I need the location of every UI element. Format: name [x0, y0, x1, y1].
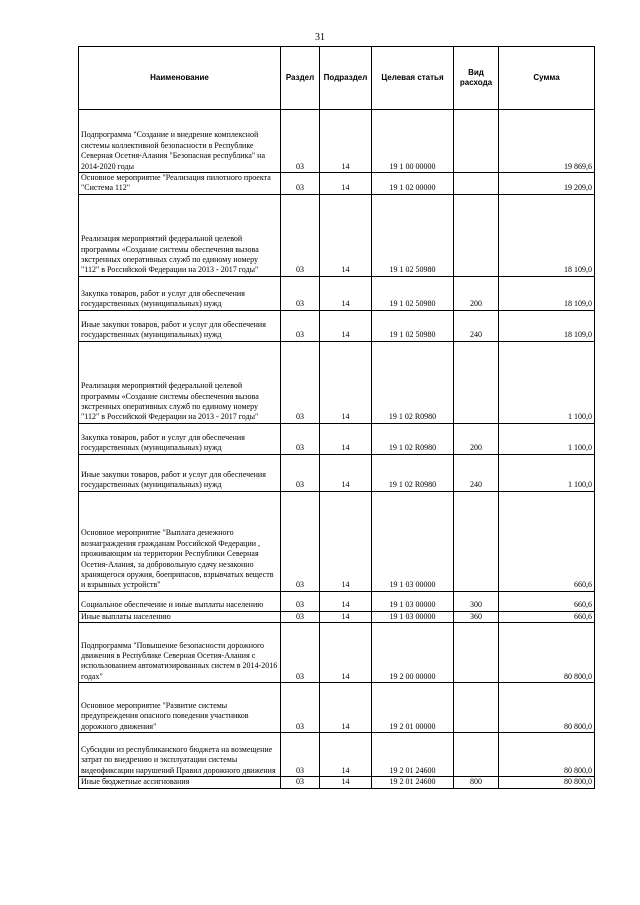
row-kind: 200 — [454, 423, 499, 454]
row-kind — [454, 491, 499, 591]
row-name: Реализация мероприятий федеральной целевой программы «Создание системы обеспечения вызова экстренных оперативных служб по единому номеру "112" в Российской Федерации на 2013 - 2017 годы" — [79, 194, 281, 276]
row-subsection: 14 — [320, 110, 372, 173]
row-subsection: 14 — [320, 310, 372, 341]
table-header-row — [79, 47, 595, 110]
table-row — [79, 423, 595, 454]
table-row — [79, 733, 595, 777]
row-sum: 80 800,0 — [499, 683, 595, 733]
row-subsection: 14 — [320, 591, 372, 611]
row-sum: 1 100,0 — [499, 423, 595, 454]
row-target: 19 1 03 00000 — [372, 491, 454, 591]
row-section: 03 — [281, 683, 320, 733]
header-target: Целевая статья — [372, 47, 454, 110]
table-row — [79, 611, 595, 622]
row-section: 03 — [281, 194, 320, 276]
row-target: 19 1 02 50980 — [372, 276, 454, 310]
row-target: 19 1 02 R0980 — [372, 454, 454, 491]
row-name: Закупка товаров, работ и услуг для обеспечения государственных (муниципальных) нужд — [79, 423, 281, 454]
row-target: 19 2 01 24600 — [372, 733, 454, 777]
row-kind — [454, 733, 499, 777]
row-subsection: 14 — [320, 194, 372, 276]
row-name: Подпрограмма "Создание и внедрение комплексной системы коллективной безопасности в Республике Северная Осетия-Алания "Безопасная республика" на 2014-2020 годы — [79, 110, 281, 173]
row-name: Иные закупки товаров, работ и услуг для обеспечения государственных (муниципальных) нужд — [79, 310, 281, 341]
row-kind: 240 — [454, 454, 499, 491]
row-section: 03 — [281, 491, 320, 591]
row-sum: 1 100,0 — [499, 341, 595, 423]
row-section: 03 — [281, 173, 320, 195]
table-row — [79, 194, 595, 276]
row-section: 03 — [281, 110, 320, 173]
row-kind — [454, 623, 499, 683]
row-section: 03 — [281, 423, 320, 454]
row-kind: 300 — [454, 591, 499, 611]
row-name: Иные выплаты населению — [79, 611, 281, 622]
row-sum: 19 209,0 — [499, 173, 595, 195]
row-target: 19 1 03 00000 — [372, 611, 454, 622]
row-kind — [454, 341, 499, 423]
header-section: Раздел — [281, 47, 320, 110]
table-row — [79, 310, 595, 341]
row-kind: 800 — [454, 777, 499, 788]
row-section: 03 — [281, 611, 320, 622]
row-kind — [454, 173, 499, 195]
row-name: Закупка товаров, работ и услуг для обеспечения государственных (муниципальных) нужд — [79, 276, 281, 310]
row-subsection: 14 — [320, 491, 372, 591]
table-row — [79, 276, 595, 310]
row-target: 19 2 00 00000 — [372, 623, 454, 683]
row-subsection: 14 — [320, 341, 372, 423]
row-name: Основное мероприятие "Развитие системы предупреждения опасного поведения участников дорожного движения" — [79, 683, 281, 733]
row-target: 19 1 00 00000 — [372, 110, 454, 173]
row-section: 03 — [281, 310, 320, 341]
table-row — [79, 341, 595, 423]
row-subsection: 14 — [320, 173, 372, 195]
row-name: Иные закупки товаров, работ и услуг для обеспечения государственных (муниципальных) нужд — [79, 454, 281, 491]
row-target: 19 1 02 R0980 — [372, 341, 454, 423]
row-subsection: 14 — [320, 733, 372, 777]
row-target: 19 1 02 R0980 — [372, 423, 454, 454]
table-row — [79, 454, 595, 491]
table-row — [79, 110, 595, 173]
row-section: 03 — [281, 454, 320, 491]
row-name: Основное мероприятие "Выплата денежного вознаграждения гражданам Российской Федерации , проживающим на территории Республики Северная Осетия-Алания, за добровольную сдачу незаконно хранящегося оружия, боеприпасов, взрывчатых веществ и взрывных устройств" — [79, 491, 281, 591]
row-kind: 240 — [454, 310, 499, 341]
table-body — [79, 110, 595, 789]
row-kind — [454, 683, 499, 733]
row-sum: 18 109,0 — [499, 310, 595, 341]
row-subsection: 14 — [320, 423, 372, 454]
row-name: Подпрограмма "Повышение безопасности дорожного движения в Республике Северная Осетия-Алания с использованием автоматизированных систем в 2014-2016 годах" — [79, 623, 281, 683]
row-subsection: 14 — [320, 276, 372, 310]
row-target: 19 2 01 00000 — [372, 683, 454, 733]
row-sum: 660,6 — [499, 591, 595, 611]
row-section: 03 — [281, 623, 320, 683]
row-subsection: 14 — [320, 683, 372, 733]
row-name: Основное мероприятие "Реализация пилотного проекта "Система 112" — [79, 173, 281, 195]
row-kind: 200 — [454, 276, 499, 310]
row-name: Субсидии из республиканского бюджета на возмещение затрат по внедрению и эксплуатации системы видеофиксации нарушений Правил дорожного движения — [79, 733, 281, 777]
row-section: 03 — [281, 733, 320, 777]
row-sum: 80 800,0 — [499, 623, 595, 683]
row-name: Реализация мероприятий федеральной целевой программы «Создание системы обеспечения вызова экстренных оперативных служб по единому номеру "112" в Российской Федерации на 2013 - 2017 годы" — [79, 341, 281, 423]
row-sum: 18 109,0 — [499, 276, 595, 310]
row-target: 19 1 03 00000 — [372, 591, 454, 611]
row-kind — [454, 194, 499, 276]
row-section: 03 — [281, 341, 320, 423]
budget-table — [78, 46, 595, 789]
header-kind: Вид расхода — [454, 47, 499, 110]
table-row — [79, 683, 595, 733]
table-row — [79, 173, 595, 195]
row-sum: 19 869,6 — [499, 110, 595, 173]
page-number: 31 — [315, 32, 325, 43]
row-section: 03 — [281, 276, 320, 310]
row-kind — [454, 110, 499, 173]
row-target: 19 1 02 00000 — [372, 173, 454, 195]
table-row — [79, 591, 595, 611]
row-name: Социальное обеспечение и иные выплаты населению — [79, 591, 281, 611]
row-target: 19 1 02 50980 — [372, 310, 454, 341]
row-kind: 360 — [454, 611, 499, 622]
row-target: 19 2 01 24600 — [372, 777, 454, 788]
row-subsection: 14 — [320, 623, 372, 683]
table-row — [79, 491, 595, 591]
row-target: 19 1 02 50980 — [372, 194, 454, 276]
table-row — [79, 777, 595, 788]
row-sum: 660,6 — [499, 611, 595, 622]
header-sum: Сумма — [499, 47, 595, 110]
row-name: Иные бюджетные ассигнования — [79, 777, 281, 788]
row-section: 03 — [281, 777, 320, 788]
row-sum: 80 800,0 — [499, 777, 595, 788]
row-sum: 80 800,0 — [499, 733, 595, 777]
row-subsection: 14 — [320, 777, 372, 788]
header-subsection: Подраздел — [320, 47, 372, 110]
row-section: 03 — [281, 591, 320, 611]
row-sum: 1 100,0 — [499, 454, 595, 491]
row-subsection: 14 — [320, 454, 372, 491]
header-name: Наименование — [79, 47, 281, 110]
table-row — [79, 623, 595, 683]
row-sum: 660,6 — [499, 491, 595, 591]
row-subsection: 14 — [320, 611, 372, 622]
row-sum: 18 109,0 — [499, 194, 595, 276]
